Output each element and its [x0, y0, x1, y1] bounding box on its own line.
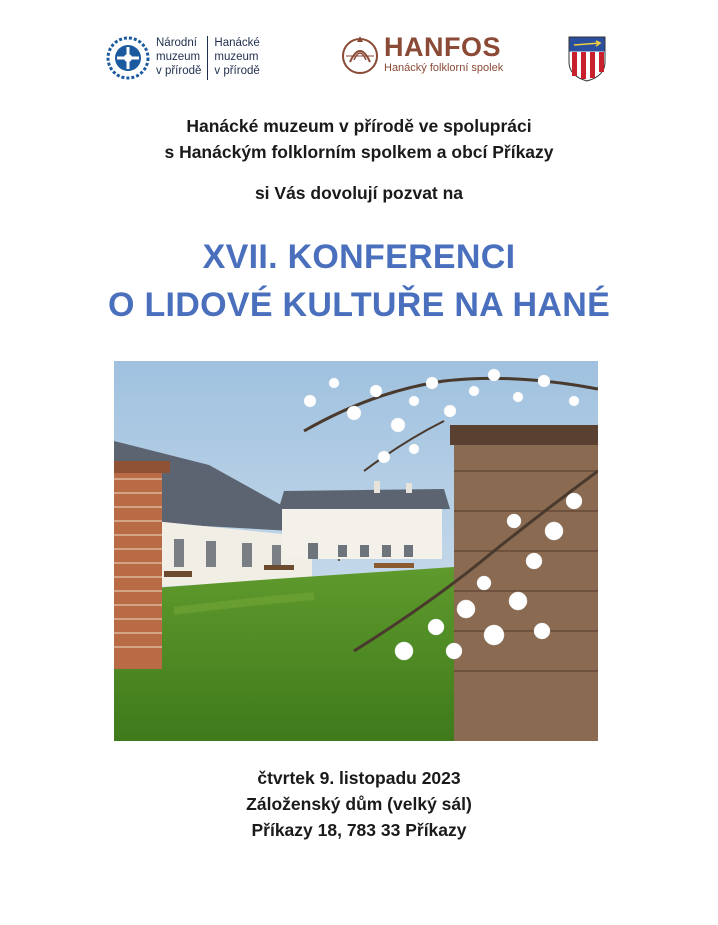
logo-bar [0, 32, 718, 88]
nm-text-left [156, 36, 201, 78]
conference-title-line-2: O LIDOVÉ KULTUŘE NA HANÉ [107, 286, 611, 324]
nm-text-right [214, 36, 259, 78]
nm-text-line: v přírodě [156, 65, 202, 77]
museum-courtyard-photo [114, 361, 598, 741]
narodni-muzeum-emblem-icon [106, 36, 150, 80]
hanfos-subtitle: Hanácký folklorní spolek [384, 62, 504, 74]
conference-title-line-1: XVII. KONFERENCI [202, 238, 516, 276]
narodni-muzeum-logo [106, 36, 260, 80]
intro-line-1: Hanácké muzeum v přírodě ve spolupráci [186, 116, 532, 136]
hanfos-title: HANFOS [384, 32, 501, 62]
coat-of-arms-icon [568, 36, 606, 82]
event-date: čtvrtek 9. listopadu 2023 [257, 768, 461, 788]
event-venue: Záloženský dům (velký sál) [246, 794, 472, 814]
nm-text-line: v přírodě [214, 65, 260, 77]
nm-text-line: Národní [156, 37, 197, 49]
nm-text-line: Hanácké [214, 37, 260, 49]
nm-text-line: muzeum [156, 51, 201, 63]
hanfos-emblem-icon [340, 32, 380, 76]
event-address: Příkazy 18, 783 33 Příkazy [251, 820, 467, 840]
invite-line: si Vás dovolují pozvat na [254, 183, 464, 203]
hanfos-logo [340, 32, 503, 76]
nm-text-line: muzeum [214, 51, 259, 63]
logo-divider [207, 36, 208, 80]
intro-line-2: s Hanáckým folklorním spolkem a obcí Příkazy [164, 142, 554, 162]
